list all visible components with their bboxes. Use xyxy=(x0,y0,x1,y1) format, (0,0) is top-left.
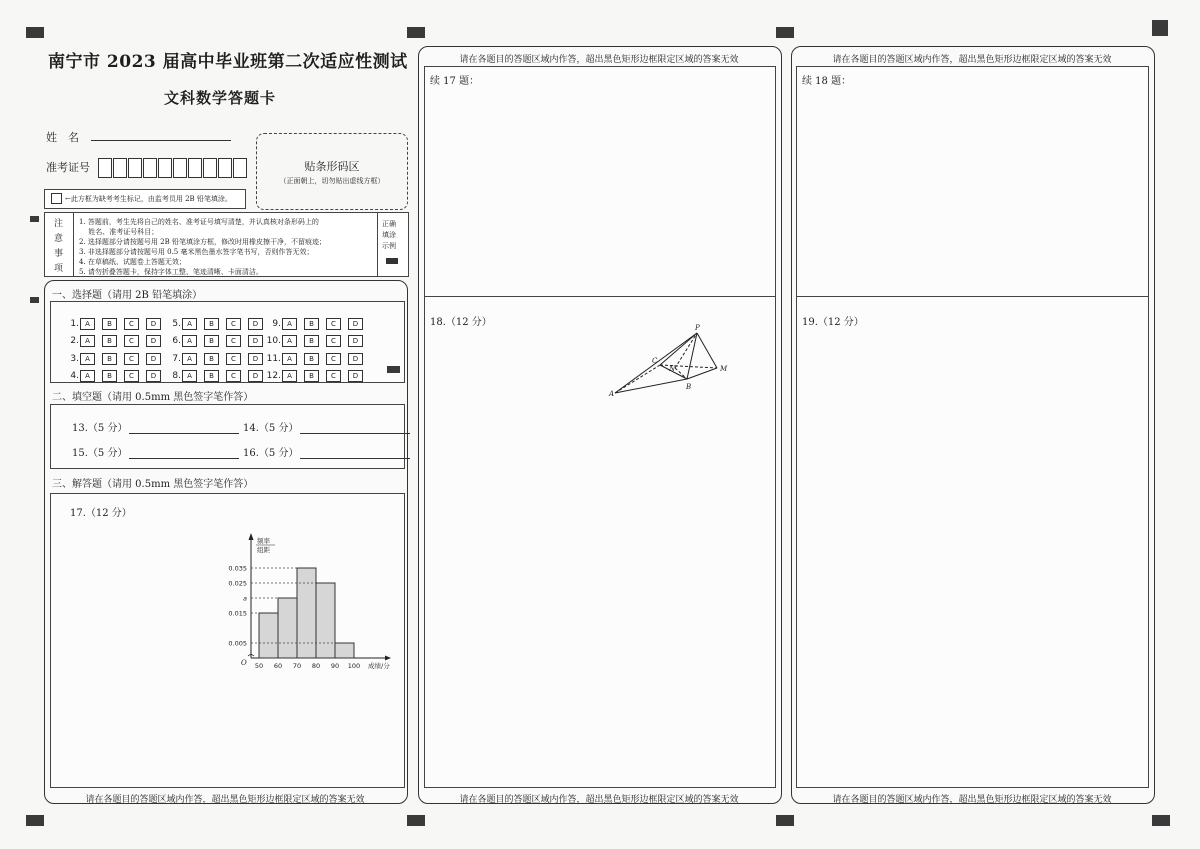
y-axis-title-top: 频率 xyxy=(257,537,270,545)
notice-box xyxy=(44,212,409,277)
barcode-note: （正面朝上，切勿贴出虚线方框） xyxy=(279,177,385,185)
question-number: 7. xyxy=(172,354,181,364)
choice-option-bubble[interactable]: B xyxy=(304,318,319,330)
exam-id-field[interactable] xyxy=(46,158,248,178)
fill-item-15[interactable]: 15.（5 分） xyxy=(72,444,239,459)
choice-option-bubble[interactable]: B xyxy=(304,370,319,382)
registration-marker xyxy=(1152,815,1170,826)
exam-title: 南宁市 2023 届高中毕业班第二次适应性测试 xyxy=(48,52,408,72)
label-C: C xyxy=(652,357,658,365)
absent-checkbox[interactable] xyxy=(51,193,62,204)
choice-question xyxy=(266,363,370,382)
right-divider xyxy=(796,296,1148,297)
histogram-bar xyxy=(278,598,297,658)
choice-option-bubble[interactable]: C xyxy=(326,353,341,365)
barcode-title: 贴条形码区 xyxy=(304,160,360,173)
question-number: 8. xyxy=(172,371,181,381)
x-tick-label: 80 xyxy=(311,662,321,670)
histogram-bar xyxy=(335,643,354,658)
fill-item-13[interactable]: 13.（5 分） xyxy=(72,419,239,434)
choice-option-bubble[interactable]: A xyxy=(80,370,95,382)
choice-option-bubble[interactable]: C xyxy=(326,318,341,330)
choice-option-bubble[interactable]: D xyxy=(348,370,363,382)
question-number: 9. xyxy=(272,319,281,329)
choice-option-bubble[interactable]: C xyxy=(124,318,139,330)
choice-option-bubble[interactable]: B xyxy=(204,353,219,365)
choice-option-bubble[interactable]: D xyxy=(146,370,161,382)
question-number: 10. xyxy=(266,336,281,346)
cont-18-label: 续 18 题： xyxy=(802,76,852,87)
name-label: 姓 名 xyxy=(46,131,79,144)
question-number: 6. xyxy=(172,336,181,346)
choice-option-bubble[interactable]: A xyxy=(282,370,297,382)
choice-question xyxy=(166,328,270,347)
absent-mark-box xyxy=(44,189,246,209)
middle-divider xyxy=(424,296,775,297)
choice-option-bubble[interactable]: A xyxy=(282,335,297,347)
card-subtitle: 文科数学答题卡 xyxy=(164,89,277,107)
choice-option-bubble[interactable]: B xyxy=(304,335,319,347)
choice-question xyxy=(266,328,370,347)
section1-label: 一、选择题（请用 2B 铅笔填涂） xyxy=(52,290,203,301)
registration-marker xyxy=(407,27,425,38)
choice-option-bubble[interactable]: C xyxy=(226,353,241,365)
registration-marker xyxy=(26,27,44,38)
question-number: 5. xyxy=(172,319,181,329)
choice-option-bubble[interactable]: C xyxy=(124,370,139,382)
x-tick-label: 70 xyxy=(292,662,302,670)
footer-banner-right: 请在各题目的答题区域内作答，超出黑色矩形边框限定区域的答案无效 xyxy=(832,795,1112,805)
fill-example: 正确 填涂 示例 xyxy=(377,213,409,276)
section3-label: 三、解答题（请用 0.5mm 黑色签字笔作答） xyxy=(52,479,254,490)
question-number: 11. xyxy=(266,354,281,364)
y-tick-label: 0.005 xyxy=(228,639,247,648)
choice-option-bubble[interactable]: A xyxy=(182,318,197,330)
registration-marker xyxy=(407,815,425,826)
choice-option-bubble[interactable]: A xyxy=(80,318,95,330)
y-axis-arrow xyxy=(249,533,254,540)
notice-items: 1. 答题前，考生先将自己的姓名、准考证号填写清楚，并认真核对条形码上的 姓名、准考证号科目； 2. 选择题部分请按题号用 2B 铅笔填涂方框，修改时用橡皮擦干净，不留痕迹； 3. 非选择题部分请按题号用 0.5 毫米黑色墨水签字笔书写，否则作答无效； 4. 在草稿纸、试题卷上答题无效； 5. 请勿折叠答题卡，保持字体工整、笔迹清晰、卡面清洁。 xyxy=(79,218,326,276)
timing-mark xyxy=(30,297,39,303)
q17-label: 17.（12 分） xyxy=(70,508,132,519)
question-number: 1. xyxy=(70,319,79,329)
choice-option-bubble[interactable]: D xyxy=(348,318,363,330)
fill-item-16[interactable]: 16.（5 分） xyxy=(243,444,410,459)
absent-note: ←此方框为缺考考生标记，由监考员用 2B 铅笔填涂。 xyxy=(65,195,232,203)
choice-option-bubble[interactable]: C xyxy=(226,318,241,330)
timing-mark xyxy=(387,366,400,373)
name-line xyxy=(91,130,231,141)
x-tick-label: 100 xyxy=(347,662,361,670)
y-tick-label: 0.025 xyxy=(228,579,247,588)
y-tick-label: 0.015 xyxy=(228,609,247,618)
q18-label: 18.（12 分） xyxy=(430,317,492,328)
x-tick-label: 60 xyxy=(273,662,283,670)
frequency-histogram xyxy=(215,530,405,680)
fill-box xyxy=(50,404,405,469)
right-answer-box[interactable] xyxy=(796,66,1149,788)
y-tick-label: 0.035 xyxy=(228,564,247,573)
choice-option-bubble[interactable]: A xyxy=(182,370,197,382)
choice-option-bubble[interactable]: C xyxy=(124,335,139,347)
choice-option-bubble[interactable]: C xyxy=(226,335,241,347)
choice-option-bubble[interactable]: A xyxy=(182,335,197,347)
choice-option-bubble[interactable]: B xyxy=(102,353,117,365)
footer-banner-left: 请在各题目的答题区域内作答，超出黑色矩形边框限定区域的答案无效 xyxy=(85,795,365,805)
histogram-bar xyxy=(297,568,316,658)
choice-option-bubble[interactable]: B xyxy=(204,370,219,382)
choice-option-bubble[interactable]: D xyxy=(248,335,263,347)
question-number: 2. xyxy=(70,336,79,346)
fill-item-14[interactable]: 14.（5 分） xyxy=(243,419,410,434)
cont-17-label: 续 17 题： xyxy=(430,76,480,87)
x-tick-label: 90 xyxy=(330,662,340,670)
registration-marker xyxy=(26,815,44,826)
timing-mark xyxy=(30,216,39,222)
choice-option-bubble[interactable]: B xyxy=(102,335,117,347)
choice-option-bubble[interactable]: C xyxy=(326,370,341,382)
y-axis-title-bottom: 组距 xyxy=(257,546,270,554)
choice-option-bubble[interactable]: D xyxy=(146,318,161,330)
registration-marker xyxy=(1152,20,1168,36)
choice-option-bubble[interactable]: B xyxy=(304,353,319,365)
choice-option-bubble[interactable]: A xyxy=(282,318,297,330)
choice-option-bubble[interactable]: D xyxy=(348,353,363,365)
choice-question xyxy=(166,363,270,382)
barcode-area xyxy=(256,133,408,210)
notice-label: 注 意 事 项 xyxy=(45,213,74,276)
choice-question xyxy=(64,328,168,347)
choice-option-bubble[interactable]: C xyxy=(226,370,241,382)
x-tick-label: 50 xyxy=(254,662,264,670)
question-number: 3. xyxy=(70,354,79,364)
choice-option-bubble[interactable]: B xyxy=(102,318,117,330)
label-M: M xyxy=(720,365,728,373)
choice-option-bubble[interactable]: A xyxy=(80,353,95,365)
choice-option-bubble[interactable]: B xyxy=(204,318,219,330)
y-tick-label: a xyxy=(243,594,247,603)
choice-option-bubble[interactable]: B xyxy=(102,370,117,382)
q19-label: 19.（12 分） xyxy=(802,317,864,328)
name-field[interactable] xyxy=(46,129,231,145)
exam-id-label: 准考证号 xyxy=(46,161,90,174)
x-axis-arrow xyxy=(385,656,391,661)
label-B: B xyxy=(686,383,692,391)
choice-question xyxy=(64,363,168,382)
choice-option-bubble[interactable]: D xyxy=(248,318,263,330)
choice-option-bubble[interactable]: A xyxy=(182,353,197,365)
question-number: 4. xyxy=(70,371,79,381)
choice-option-bubble[interactable]: C xyxy=(124,353,139,365)
registration-marker xyxy=(776,27,794,38)
choice-option-bubble[interactable]: D xyxy=(348,335,363,347)
choice-option-bubble[interactable]: D xyxy=(248,353,263,365)
origin-label: O xyxy=(241,659,247,667)
label-P: P xyxy=(695,324,700,332)
x-axis-title: 成绩/分 xyxy=(368,662,390,670)
question-number: 12. xyxy=(266,371,281,381)
choice-option-bubble[interactable]: A xyxy=(282,353,297,365)
pyramid-figure xyxy=(605,320,745,405)
choice-option-bubble[interactable]: C xyxy=(326,335,341,347)
registration-marker xyxy=(776,815,794,826)
section2-label: 二、填空题（请用 0.5mm 黑色签字笔作答） xyxy=(52,392,254,403)
histogram-bar xyxy=(316,583,335,658)
choice-option-bubble[interactable]: A xyxy=(80,335,95,347)
filled-example-mark xyxy=(386,258,398,264)
choice-option-bubble[interactable]: B xyxy=(204,335,219,347)
banner-top-right: 请在各题目的答题区域内作答，超出黑色矩形边框限定区域的答案无效 xyxy=(832,55,1112,65)
histogram-bar xyxy=(259,613,278,658)
middle-answer-box[interactable] xyxy=(424,66,776,788)
label-A: A xyxy=(609,390,615,398)
footer-banner-middle: 请在各题目的答题区域内作答，超出黑色矩形边框限定区域的答案无效 xyxy=(459,795,739,805)
choice-option-bubble[interactable]: D xyxy=(248,370,263,382)
label-N: N xyxy=(669,365,676,373)
banner-top-middle: 请在各题目的答题区域内作答，超出黑色矩形边框限定区域的答案无效 xyxy=(459,55,739,65)
choice-option-bubble[interactable]: D xyxy=(146,353,161,365)
choice-option-bubble[interactable]: D xyxy=(146,335,161,347)
